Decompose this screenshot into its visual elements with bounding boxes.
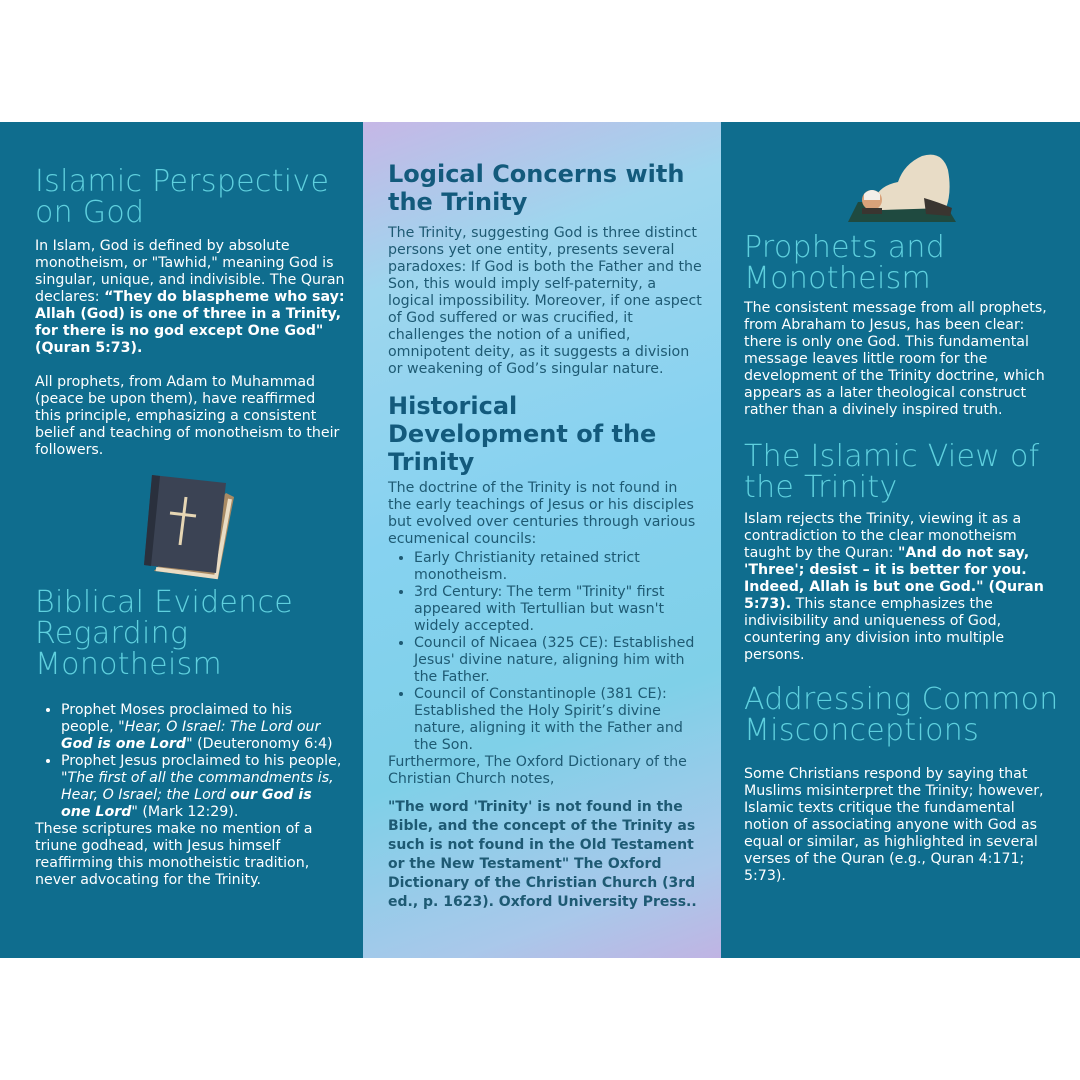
list-item <box>61 753 345 821</box>
moses-reference: " (Deuteronomy 6:4) <box>186 736 333 752</box>
heading-islamic-view: The Islamic View of the Trinity <box>744 439 1040 505</box>
councils-list <box>388 550 705 754</box>
heading-prophets-monotheism: Prophets and Monotheism <box>744 230 946 296</box>
list-item: • Council of Nicaea (325 CE): Established Jesus' divine nature, aligning him with the Father. <box>414 635 705 686</box>
biblical-list <box>35 702 345 821</box>
quran-quote-trinity: "And do not say, 'Three'; desist – it is better for you. Indeed, Allah is but one God." (Quran 5:73). <box>744 545 1044 612</box>
heading-logical-concerns: Logical Concerns with the Trinity <box>388 160 685 216</box>
paragraph-misconceptions: Some Christians respond by saying that Muslims misinterpret the Trinity; however, Islamic texts critique the fundamental notion of associating anyone with God as equal or similar, as highlighted in several verses of the Quran (e.g., Quran 4:171; 5:73). <box>744 766 1044 884</box>
paragraph-closing: These scriptures make no mention of a triune godhead, with Jesus himself reaffirming this monotheistic tradition, never advocating for the Trinity. <box>35 821 313 888</box>
prostrating-person-icon <box>744 142 1060 224</box>
middle-panel <box>363 122 721 958</box>
paragraph-oxford: Furthermore, The Oxford Dictionary of the Christian Church notes, <box>388 754 687 787</box>
paragraph-islamic-view <box>744 511 1060 664</box>
tawhid-text: In Islam, God is defined by absolute monotheism, or "Tawhid," meaning God is singular, unique, and indivisible. The Quran declares: <box>35 238 345 305</box>
jesus-quote: "The first of all the commandments is, Hear, O Israel; the Lord <box>61 770 334 803</box>
paragraph-logical: The Trinity, suggesting God is three distinct persons yet one entity, presents several paradoxes: If God is both the Father and the Son, this would imply self-paternity, a logical impossibility. Moreover, if one aspect of God suffered or was crucified, it challenges the notion of a unified, omnipotent deity, as it suggests a division or weakening of God’s singular nature. <box>388 225 702 377</box>
list-item: • Early Christianity retained strict monotheism. <box>414 550 705 584</box>
moses-quote: "Hear, O Israel: The Lord our <box>118 719 321 735</box>
heading-islamic-perspective: Islamic Perspective on God <box>35 164 330 230</box>
islamic-view-text: Islam rejects the Trinity, viewing it as a contradiction to the clear monotheism taught by the Quran: <box>744 511 1022 561</box>
jesus-quote-bold: our God is one Lord <box>61 787 312 820</box>
jesus-reference: " (Mark 12:29). <box>131 804 239 820</box>
oxford-quote: "The word 'Trinity' is not found in the Bible, and the concept of the Trinity as such is not found in the Old Testament or the New Testament" The Oxford Dictionary of the Christian Church (3rd ed., p. 1623). Oxford University Press.. <box>388 799 697 910</box>
list-item <box>61 702 345 753</box>
heading-historical-development: Historical Development of the Trinity <box>388 392 657 476</box>
islamic-view-rest: This stance emphasizes the indivisibility and uniqueness of God, countering any division into multiple persons. <box>744 596 1005 663</box>
heading-biblical-evidence: Biblical Evidence Regarding Monotheism <box>35 585 294 682</box>
brochure <box>0 122 1080 958</box>
list-item: • 3rd Century: The term "Trinity" first appeared with Tertullian but wasn't widely accepted. <box>414 584 705 635</box>
paragraph-doctrine: The doctrine of the Trinity is not found in the early teachings of Jesus or his disciples but evolved over centuries through various ecumenical councils: <box>388 480 696 547</box>
bible-icon <box>35 467 345 583</box>
quran-quote: “They do blaspheme who say: Allah (God) is one of three in a Trinity, for there is no god except One God" (Quran 5:73). <box>35 289 345 356</box>
heading-misconceptions: Addressing Common Misconceptions <box>744 682 1059 748</box>
jesus-text: Prophet Jesus proclaimed to his people, <box>61 753 342 769</box>
moses-quote-bold: God is one Lord <box>61 736 187 752</box>
paragraph-prophets-message: The consistent message from all prophets, from Abraham to Jesus, has been clear: there is only one God. This fundamental message leaves little room for the development of the Trinity doctrine, which appears as a later theological construct rather than a divinely inspired truth. <box>744 300 1047 418</box>
paragraph-prophets: All prophets, from Adam to Muhammad (peace be upon them), have reaffirmed this principle, emphasizing a consistent belief and teaching of monotheism to their followers. <box>35 374 340 458</box>
list-item: • Council of Constantinople (381 CE): Established the Holy Spirit’s divine nature, aligning it with the Father and the Son. <box>414 686 705 754</box>
right-panel <box>721 122 1080 958</box>
paragraph-tawhid <box>35 238 345 357</box>
left-panel <box>0 122 363 958</box>
moses-text: Prophet Moses proclaimed to his people, <box>61 702 292 735</box>
